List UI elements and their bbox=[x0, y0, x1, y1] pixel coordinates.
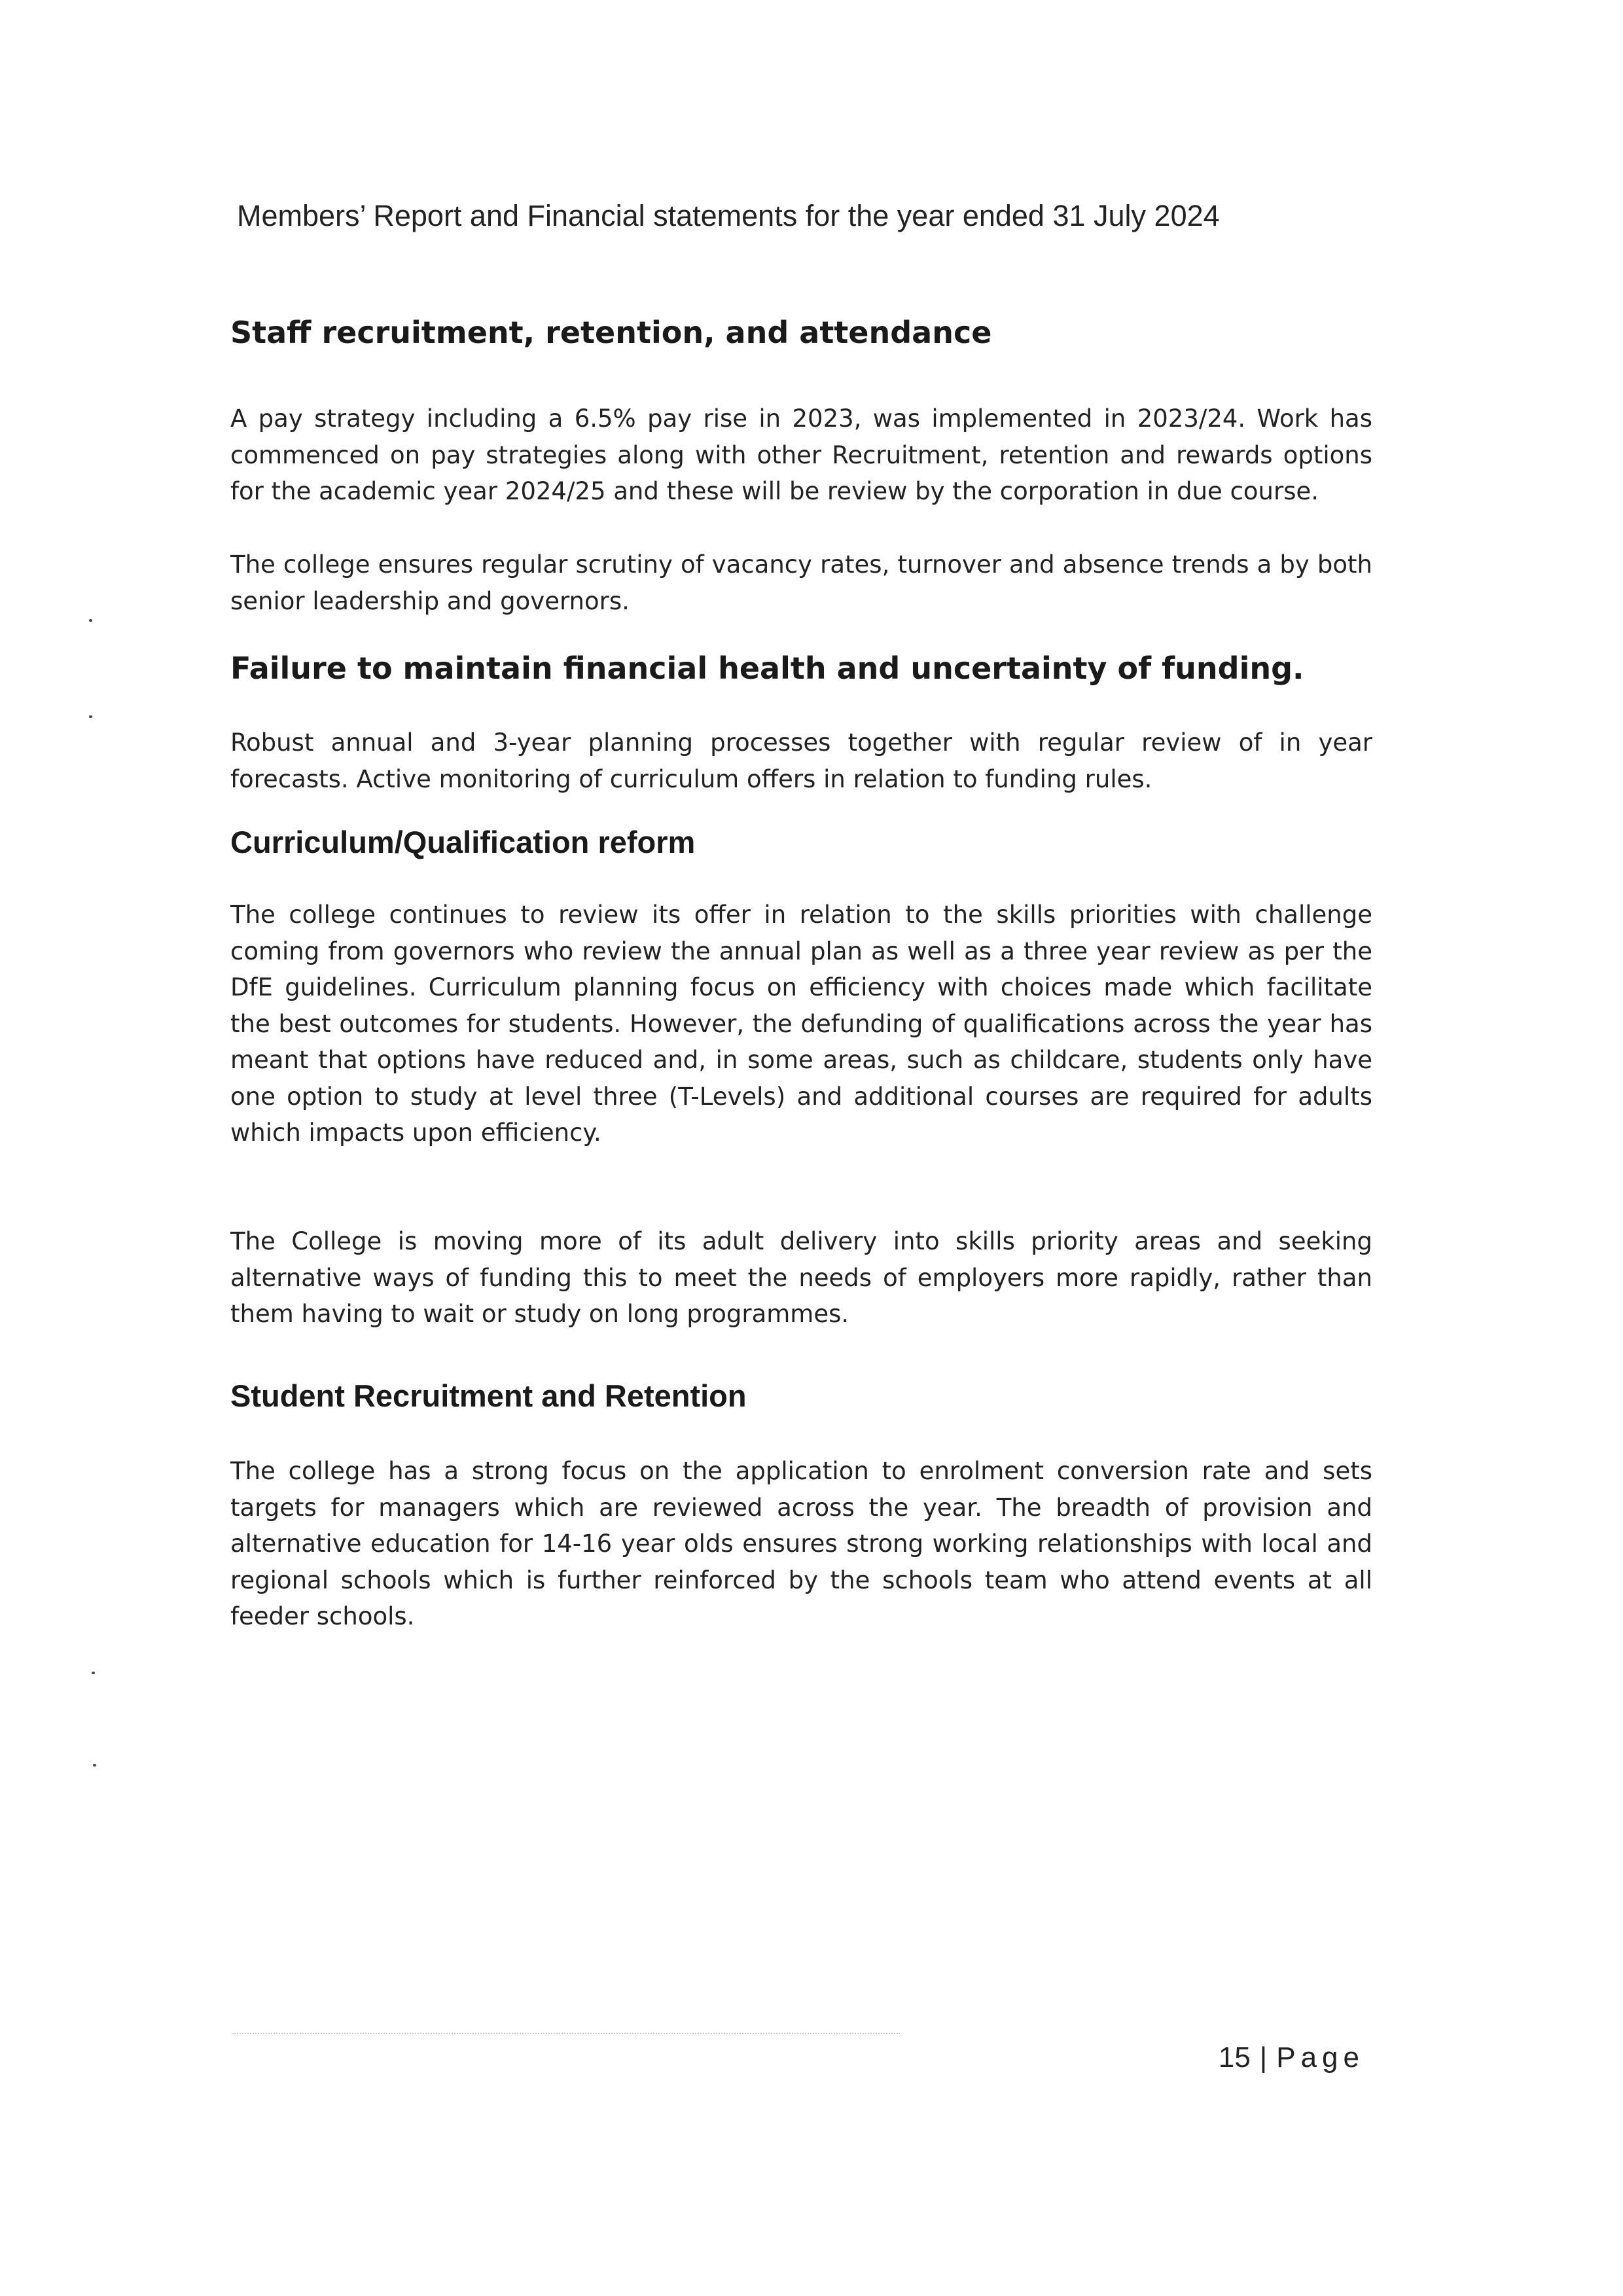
page-number-label: Page bbox=[1276, 2041, 1364, 2073]
section-heading-curriculum-reform: Curriculum/Qualification reform bbox=[230, 825, 696, 859]
scan-speck bbox=[93, 1764, 96, 1767]
paragraph-enrolment-conversion: The college has a strong focus on the application to enrolment conversion rate and sets targets for managers which are reviewed across the year. The breadth of provision and alternative education for 14-16 year olds ensures strong working relationships with local and regional schools which is further reinforced by the schools team who attend events at all feeder schools. bbox=[230, 1457, 1372, 1630]
paragraph-vacancy-scrutiny: The college ensures regular scrutiny of vacancy rates, turnover and absence trends a by both senior leadership and governors. bbox=[230, 550, 1372, 615]
page-number-value: 15 bbox=[1218, 2041, 1251, 2073]
scan-speck bbox=[89, 715, 92, 718]
section-heading-financial-health: Failure to maintain financial health and uncertainty of funding. bbox=[230, 651, 1304, 686]
paragraph-pay-strategy: A pay strategy including a 6.5% pay rise in 2023, was implemented in 2023/24. Work has commenced on pay strategies along with other Recruitment, retention and rewards options for the academic year 2024/25 and these will be review by the corporation in due course. bbox=[230, 404, 1372, 505]
scan-speck bbox=[92, 1672, 95, 1674]
section-heading-staff-recruitment: Staff recruitment, retention, and attendance bbox=[230, 315, 992, 350]
paragraph-adult-delivery: The College is moving more of its adult delivery into skills priority areas and seeking alternative ways of funding this to meet the needs of employers more rapidly, rather than them having to wait or study on long programmes. bbox=[230, 1227, 1372, 1328]
section-heading-student-recruitment: Student Recruitment and Retention bbox=[230, 1378, 747, 1413]
page-number-separator: | bbox=[1259, 2041, 1268, 2073]
page-number bbox=[1219, 2038, 1364, 2077]
paragraph-curriculum-review: The college continues to review its offer in relation to the skills priorities with challenge coming from governors who review the annual plan as well as a three year review as per the DfE guidelines. Curriculum planning focus on efficiency with choices made which facilitate the best outcomes for students. However, the defunding of qualifications across the year has meant that options have reduced and, in some areas, such as childcare, students only have one option to study at level three (T-Levels) and additional courses are required for adults which impacts upon efficiency. bbox=[230, 901, 1372, 1147]
footer-divider bbox=[232, 2033, 900, 2034]
scan-speck bbox=[89, 619, 92, 622]
paragraph-planning-processes: Robust annual and 3-year planning processes together with regular review of in year forecasts. Active monitoring of curriculum offers in relation to funding rules. bbox=[230, 728, 1372, 793]
running-header: Members’ Report and Financial statements for the year ended 31 July 2024 bbox=[237, 199, 1220, 232]
